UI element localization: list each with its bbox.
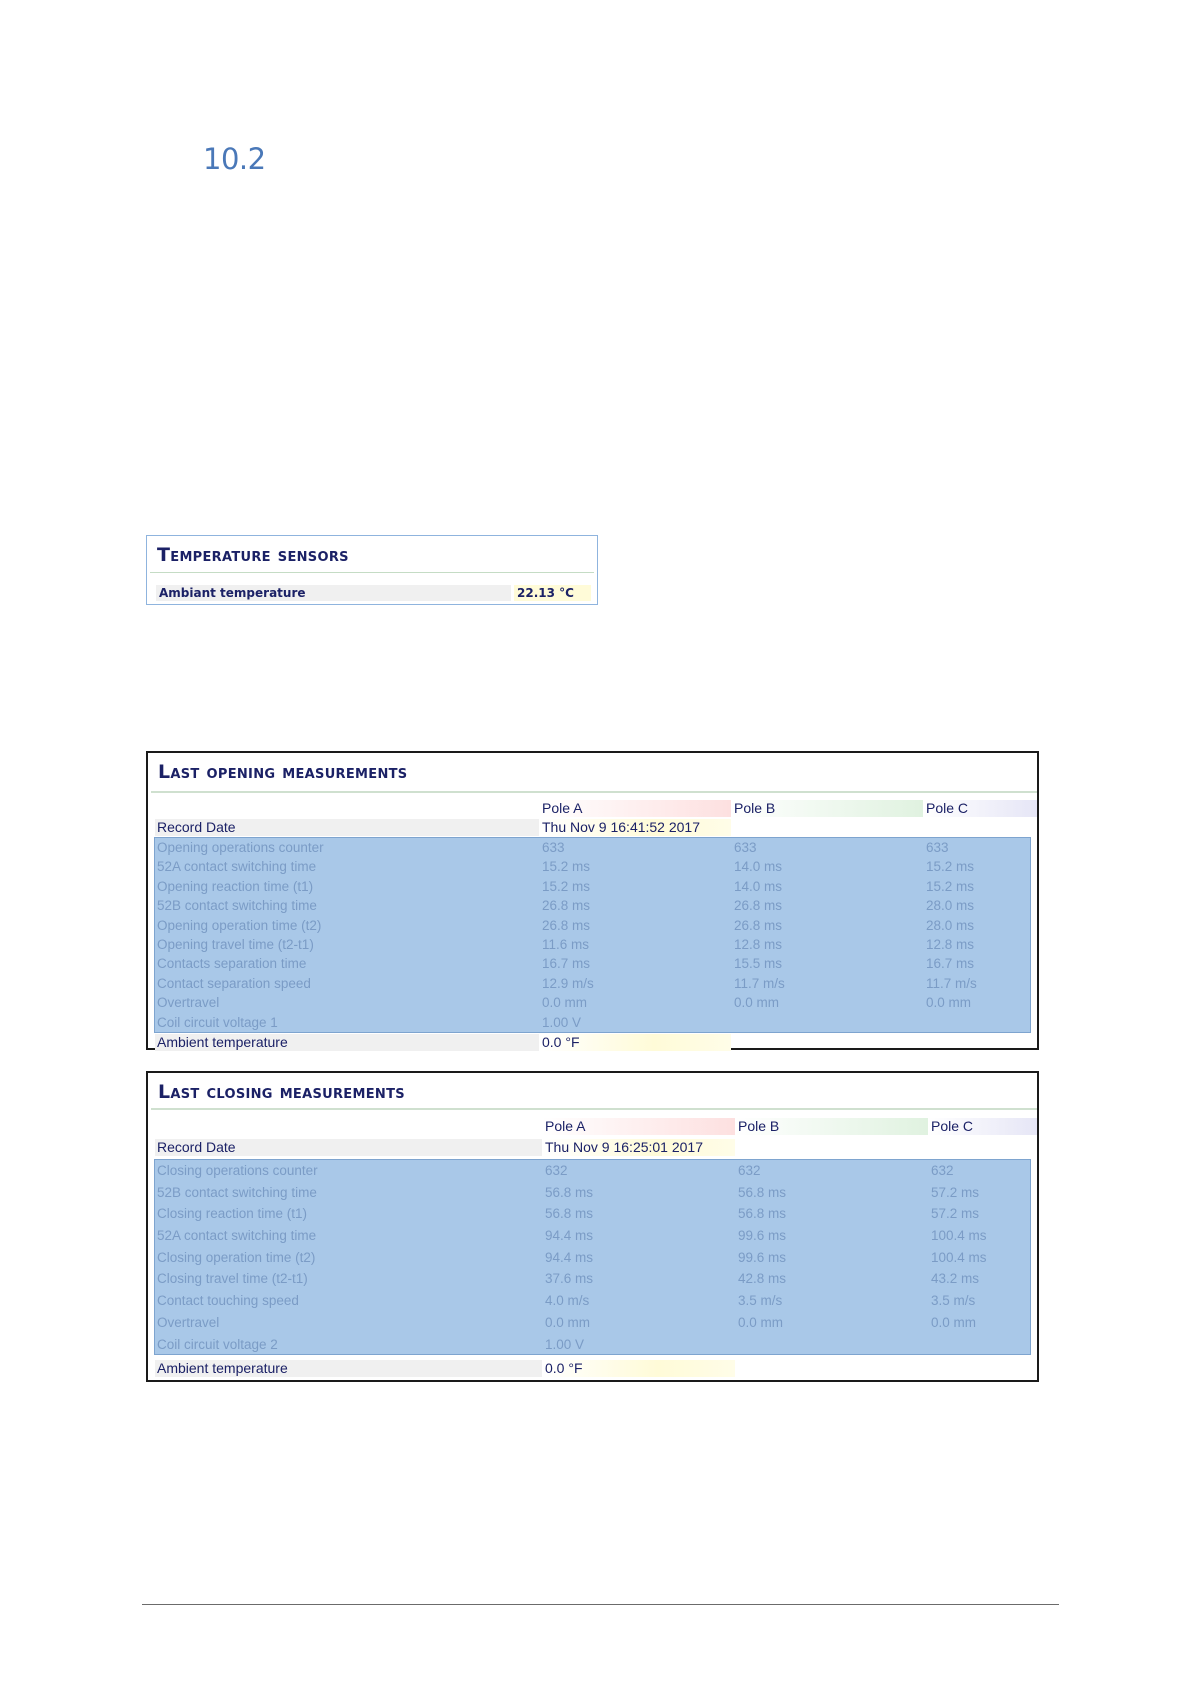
- temperature-panel-title: Temperature sensors: [157, 544, 349, 566]
- pole-b-value: 26.8 ms: [734, 898, 783, 914]
- pole-a-value: 632: [545, 1163, 568, 1178]
- ambient-temperature-value: 0.0 °F: [542, 1360, 735, 1377]
- pole-a-header: Pole A: [542, 1118, 735, 1135]
- pole-b-value: 99.6 ms: [738, 1228, 787, 1244]
- pole-c-value: 11.7 m/s: [926, 975, 977, 991]
- measurement-label: Overtravel: [157, 995, 220, 1011]
- measurement-label: Coil circuit voltage 2: [157, 1336, 278, 1352]
- pole-a-value: 0.0 mm: [542, 995, 588, 1011]
- pole-a-value: 94.4 ms: [545, 1249, 594, 1265]
- measurement-row: [155, 993, 1030, 1012]
- measurement-label: Opening operations counter: [157, 840, 324, 855]
- measurement-label: Closing operation time (t2): [157, 1249, 316, 1265]
- measurement-row: [155, 935, 1030, 954]
- pole-b-value: 0.0 mm: [738, 1314, 784, 1330]
- pole-c-value: 28.0 ms: [926, 917, 975, 933]
- pole-a-value: 56.8 ms: [545, 1206, 594, 1222]
- measurement-row: [155, 1013, 1030, 1032]
- measurement-row: [155, 1247, 1030, 1269]
- pole-b-header: Pole B: [731, 800, 923, 817]
- pole-a-value: 1.00 V: [542, 1014, 582, 1030]
- pole-b-value: 633: [734, 840, 757, 855]
- closing-panel-title: Last closing measurements: [158, 1081, 405, 1103]
- pole-b-value: 15.5 ms: [734, 956, 783, 972]
- pole-a-value: 16.7 ms: [542, 956, 591, 972]
- pole-a-value: 37.6 ms: [545, 1271, 594, 1287]
- measurement-row: [155, 1160, 1030, 1182]
- pole-b-value: 11.7 m/s: [734, 975, 785, 991]
- pole-c-header: Pole C: [928, 1118, 1037, 1135]
- pole-a-value: 15.2 ms: [542, 859, 591, 875]
- pole-b-value: 99.6 ms: [738, 1249, 787, 1265]
- footer-rule: [142, 1604, 1059, 1605]
- pole-a-value: 11.6 ms: [542, 936, 590, 952]
- pole-c-value: 100.4 ms: [931, 1249, 987, 1265]
- measurement-label: Contact touching speed: [157, 1293, 299, 1309]
- pole-a-value: 26.8 ms: [542, 898, 591, 914]
- measurement-label: 52B contact switching time: [157, 1184, 317, 1200]
- measurement-row: [155, 1290, 1030, 1312]
- measurement-label: 52A contact switching time: [157, 859, 317, 875]
- ambiant-temperature-label: Ambiant temperature: [156, 585, 511, 601]
- measurement-row: [155, 916, 1030, 935]
- pole-c-value: 3.5 m/s: [931, 1293, 976, 1309]
- pole-b-value: 42.8 ms: [738, 1271, 787, 1287]
- measurement-label: Closing travel time (t2-t1): [157, 1271, 308, 1287]
- pole-c-value: 16.7 ms: [926, 956, 975, 972]
- opening-measurements-table: [154, 837, 1031, 1033]
- title-divider: [150, 572, 594, 573]
- pole-c-value: 632: [931, 1163, 954, 1178]
- closing-measurements-table: [154, 1159, 1031, 1355]
- pole-a-value: 1.00 V: [545, 1336, 585, 1352]
- last-closing-measurements-panel: [146, 1071, 1039, 1382]
- pole-c-value: 12.8 ms: [926, 936, 975, 952]
- pole-c-value: 15.2 ms: [926, 878, 975, 894]
- pole-b-value: 14.0 ms: [734, 878, 783, 894]
- measurement-label: Overtravel: [157, 1314, 220, 1330]
- measurement-label: Contacts separation time: [157, 956, 307, 972]
- pole-b-value: 14.0 ms: [734, 859, 783, 875]
- ambient-temperature-label: Ambient temperature: [155, 1034, 539, 1051]
- pole-c-value: 0.0 mm: [931, 1314, 977, 1330]
- opening-panel-title: Last opening measurements: [158, 761, 408, 783]
- pole-a-header: Pole A: [539, 800, 731, 817]
- pole-c-value: 15.2 ms: [926, 859, 975, 875]
- measurement-label: Closing reaction time (t1): [157, 1206, 308, 1222]
- measurement-row: [155, 1203, 1030, 1225]
- measurement-row: [155, 857, 1030, 876]
- temperature-sensors-panel: [146, 535, 598, 605]
- measurement-label: Opening reaction time (t1): [157, 878, 314, 894]
- pole-c-value: 633: [926, 840, 949, 855]
- pole-b-value: 56.8 ms: [738, 1206, 787, 1222]
- measurement-label: Closing operations counter: [157, 1163, 318, 1178]
- pole-c-value: 57.2 ms: [931, 1184, 980, 1200]
- pole-b-value: 56.8 ms: [738, 1184, 787, 1200]
- pole-c-value: 28.0 ms: [926, 898, 975, 914]
- pole-a-value: 12.9 m/s: [542, 975, 594, 991]
- pole-b-value: 12.8 ms: [734, 936, 783, 952]
- pole-b-value: 3.5 m/s: [738, 1293, 783, 1309]
- pole-b-value: 632: [738, 1163, 761, 1178]
- ambiant-temperature-value: 22.13 °C: [514, 585, 591, 601]
- pole-b-header: Pole B: [735, 1118, 928, 1135]
- measurement-row: [155, 1182, 1030, 1204]
- ambient-temperature-label: Ambient temperature: [155, 1360, 542, 1377]
- measurement-row: [155, 1225, 1030, 1247]
- pole-c-value: 43.2 ms: [931, 1271, 980, 1287]
- pole-c-value: 0.0 mm: [926, 995, 972, 1011]
- pole-c-value: 57.2 ms: [931, 1206, 980, 1222]
- measurement-row: [155, 896, 1030, 915]
- record-date-value: Thu Nov 9 16:25:01 2017: [542, 1139, 735, 1156]
- measurement-row: [155, 954, 1030, 973]
- record-date-label: Record Date: [155, 1139, 542, 1156]
- ambient-temperature-value: 0.0 °F: [539, 1034, 731, 1051]
- measurement-row: [155, 838, 1030, 857]
- measurement-label: Opening travel time (t2-t1): [157, 936, 314, 952]
- pole-a-value: 4.0 m/s: [545, 1293, 590, 1309]
- pole-c-header: Pole C: [923, 800, 1037, 817]
- last-opening-measurements-panel: [146, 751, 1039, 1050]
- pole-a-value: 0.0 mm: [545, 1314, 591, 1330]
- section-number: 10.2: [203, 142, 266, 176]
- measurement-label: 52A contact switching time: [157, 1228, 317, 1244]
- measurement-row: [155, 1312, 1030, 1334]
- measurement-label: Opening operation time (t2): [157, 917, 322, 933]
- measurement-row: [155, 1268, 1030, 1290]
- pole-b-value: 26.8 ms: [734, 917, 783, 933]
- pole-b-value: 0.0 mm: [734, 995, 780, 1011]
- measurement-label: Coil circuit voltage 1: [157, 1014, 278, 1030]
- record-date-value: Thu Nov 9 16:41:52 2017: [539, 819, 731, 836]
- pole-a-value: 26.8 ms: [542, 917, 591, 933]
- measurement-row: [155, 877, 1030, 896]
- pole-a-value: 56.8 ms: [545, 1184, 594, 1200]
- pole-a-value: 94.4 ms: [545, 1228, 594, 1244]
- pole-a-value: 633: [542, 840, 565, 855]
- measurement-row: [155, 974, 1030, 993]
- title-divider: [151, 791, 1037, 793]
- measurement-label: Contact separation speed: [157, 975, 311, 991]
- measurement-row: [155, 1334, 1030, 1356]
- title-divider: [151, 1108, 1037, 1110]
- pole-a-value: 15.2 ms: [542, 878, 591, 894]
- record-date-label: Record Date: [155, 819, 539, 836]
- measurement-label: 52B contact switching time: [157, 898, 317, 914]
- ambiant-temperature-row: [156, 585, 591, 601]
- pole-c-value: 100.4 ms: [931, 1228, 987, 1244]
